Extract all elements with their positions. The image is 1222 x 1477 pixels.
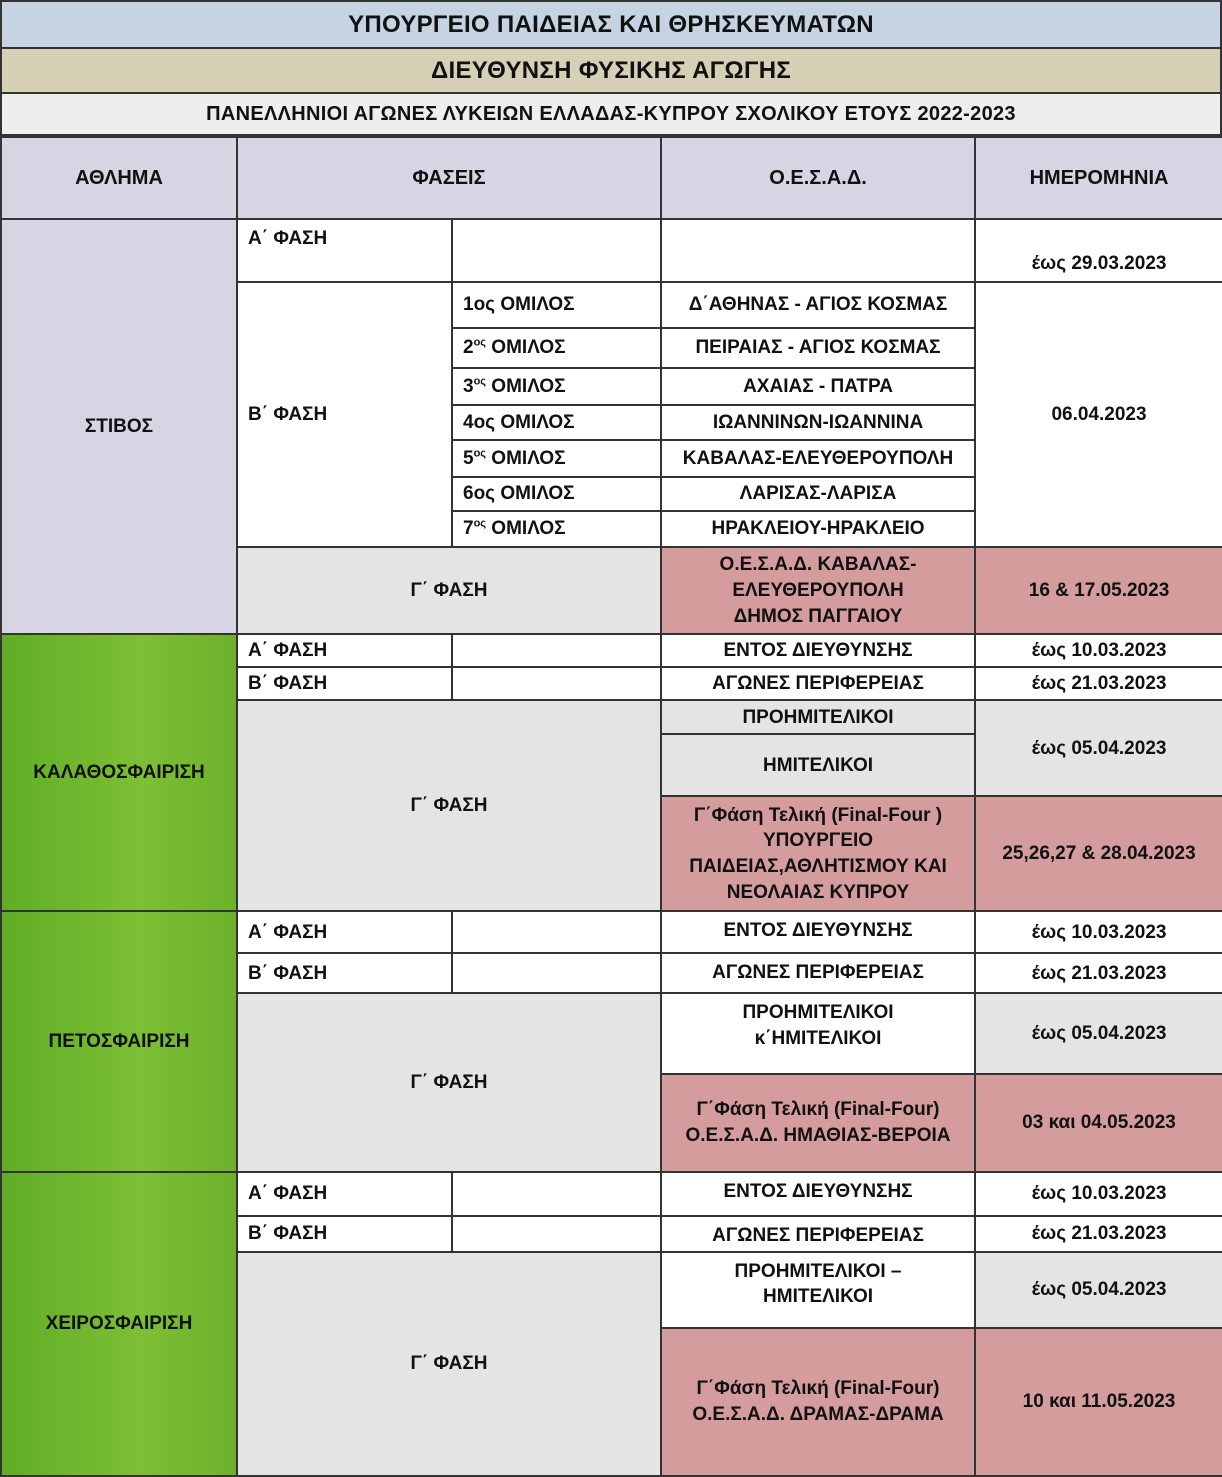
- phase-label: Α΄ ΦΑΣΗ: [237, 1172, 452, 1216]
- venue-cell: ΗΡΑΚΛΕΙΟΥ-ΗΡΑΚΛΕΙΟ: [661, 511, 975, 547]
- venue-cell: ΛΑΡΙΣΑΣ-ΛΑΡΙΣΑ: [661, 477, 975, 511]
- ministry-title: ΥΠΟΥΡΓΕΙΟ ΠΑΙΔΕΙΑΣ ΚΑΙ ΘΡΗΣΚΕΥΜΑΤΩΝ: [0, 0, 1222, 47]
- col-header-phases: ΦΑΣΕΙΣ: [237, 137, 661, 219]
- phase-label: Α΄ ΦΑΣΗ: [237, 219, 452, 282]
- group-label: 6ος ΟΜΙΛΟΣ: [452, 477, 661, 511]
- schedule-table: [0, 136, 1222, 1477]
- venue-cell: ΙΩΑΝΝΙΝΩΝ-ΙΩΑΝΝΙΝΑ: [661, 405, 975, 440]
- group-label: $7^{o\varsigma}$ ΟΜΙΛΟΣ: [452, 511, 661, 547]
- table-row: [1, 1172, 1222, 1216]
- empty-cell: [452, 953, 661, 993]
- venue-cell: ΕΝΤΟΣ ΔΙΕΥΘΥΝΣΗΣ: [661, 911, 975, 953]
- date-cell: έως 21.03.2023: [975, 1216, 1222, 1252]
- venue-cell: ΠΕΙΡΑΙΑΣ - ΑΓΙΟΣ ΚΟΣΜΑΣ: [661, 328, 975, 368]
- date-cell: έως 29.03.2023: [975, 219, 1222, 282]
- venue-cell: ΚΑΒΑΛΑΣ-ΕΛΕΥΘΕΡΟΥΠΟΛΗ: [661, 440, 975, 477]
- table-row: [1, 911, 1222, 953]
- venue-cell: ΠΡΟΗΜΙΤΕΛΙΚΟΙ κ΄ΗΜΙΤΕΛΙΚΟΙ: [661, 993, 975, 1073]
- group-label: $2^{o\varsigma}$ ΟΜΙΛΟΣ: [452, 328, 661, 368]
- group-label: $5^{o\varsigma}$ ΟΜΙΛΟΣ: [452, 440, 661, 477]
- empty-cell: [452, 1172, 661, 1216]
- date-cell: 16 & 17.05.2023: [975, 547, 1222, 634]
- col-header-date: ΗΜΕΡΟΜΗΝΙΑ: [975, 137, 1222, 219]
- event-title: ΠΑΝΕΛΛΗΝΙΟΙ ΑΓΩΝΕΣ ΛΥΚΕΙΩΝ ΕΛΛΑΔΑΣ-ΚΥΠΡΟΥ ΣΧΟΛΙΚΟΥ ΕΤΟΥΣ 2022-2023: [0, 92, 1222, 136]
- date-cell: έως 21.03.2023: [975, 953, 1222, 993]
- col-header-sport: ΑΘΛΗΜΑ: [1, 137, 237, 219]
- empty-cell: [452, 634, 661, 667]
- group-label: 1ος ΟΜΙΛΟΣ: [452, 282, 661, 328]
- date-cell: έως 05.04.2023: [975, 700, 1222, 796]
- table-row: [1, 219, 1222, 282]
- venue-cell: Γ΄Φάση Τελική (Final-Four ) ΥΠΟΥΡΓΕΙΟ ΠΑΙΔΕΙΑΣ,ΑΘΛΗΤΙΣΜΟΥ ΚΑΙ ΝΕΟΛΑΙΑΣ ΚΥΠΡΟΥ: [661, 796, 975, 911]
- col-header-oesad: Ο.Ε.Σ.Α.Δ.: [661, 137, 975, 219]
- venue-cell: ΑΓΩΝΕΣ ΠΕΡΙΦΕΡΕΙΑΣ: [661, 953, 975, 993]
- sport-basketball: ΚΑΛΑΘΟΣΦΑΙΡΙΣΗ: [1, 634, 237, 911]
- venue-cell: Γ΄Φάση Τελική (Final-Four) Ο.Ε.Σ.Α.Δ. ΔΡΑΜΑΣ-ΔΡΑΜΑ: [661, 1328, 975, 1476]
- date-cell: έως 10.03.2023: [975, 634, 1222, 667]
- date-cell: 06.04.2023: [975, 282, 1222, 547]
- venue-cell: ΑΓΩΝΕΣ ΠΕΡΙΦΕΡΕΙΑΣ: [661, 667, 975, 700]
- phase-label: Γ΄ ΦΑΣΗ: [237, 700, 661, 911]
- phase-label: Γ΄ ΦΑΣΗ: [237, 1252, 661, 1476]
- empty-cell: [452, 911, 661, 953]
- venue-cell: ΕΝΤΟΣ ΔΙΕΥΘΥΝΣΗΣ: [661, 1172, 975, 1216]
- venue-cell: ΑΧΑΙΑΣ - ΠΑΤΡΑ: [661, 368, 975, 405]
- date-cell: 03 και 04.05.2023: [975, 1074, 1222, 1172]
- phase-label: Β΄ ΦΑΣΗ: [237, 282, 452, 547]
- date-cell: 10 και 11.05.2023: [975, 1328, 1222, 1476]
- empty-cell: [452, 1216, 661, 1252]
- phase-label: Α΄ ΦΑΣΗ: [237, 634, 452, 667]
- empty-cell: [452, 667, 661, 700]
- sport-handball: ΧΕΙΡΟΣΦΑΙΡΙΣΗ: [1, 1172, 237, 1476]
- venue-cell: ΠΡΟΗΜΙΤΕΛΙΚΟΙ: [661, 700, 975, 734]
- phase-label: Α΄ ΦΑΣΗ: [237, 911, 452, 953]
- group-label: $3^{o\varsigma}$ ΟΜΙΛΟΣ: [452, 368, 661, 405]
- venue-cell: Γ΄Φάση Τελική (Final-Four) Ο.Ε.Σ.Α.Δ. ΗΜΑΘΙΑΣ-ΒΕΡΟΙΑ: [661, 1074, 975, 1172]
- phase-label: Γ΄ ΦΑΣΗ: [237, 993, 661, 1171]
- venue-cell: ΠΡΟΗΜΙΤΕΛΙΚΟΙ – ΗΜΙΤΕΛΙΚΟΙ: [661, 1252, 975, 1328]
- venue-cell: ΕΝΤΟΣ ΔΙΕΥΘΥΝΣΗΣ: [661, 634, 975, 667]
- phase-label: Β΄ ΦΑΣΗ: [237, 1216, 452, 1252]
- venue-cell: ΑΓΩΝΕΣ ΠΕΡΙΦΕΡΕΙΑΣ: [661, 1216, 975, 1252]
- phase-label: Γ΄ ΦΑΣΗ: [237, 547, 661, 634]
- sport-stivos: ΣΤΙΒΟΣ: [1, 219, 237, 634]
- sport-volleyball: ΠΕΤΟΣΦΑΙΡΙΣΗ: [1, 911, 237, 1171]
- venue-cell: Δ΄ΑΘΗΝΑΣ - ΑΓΙΟΣ ΚΟΣΜΑΣ: [661, 282, 975, 328]
- table-header-row: [1, 137, 1222, 219]
- phase-label: Β΄ ΦΑΣΗ: [237, 667, 452, 700]
- date-cell: έως 10.03.2023: [975, 1172, 1222, 1216]
- date-cell: έως 05.04.2023: [975, 1252, 1222, 1328]
- date-cell: έως 10.03.2023: [975, 911, 1222, 953]
- venue-cell: Ο.Ε.Σ.Α.Δ. ΚΑΒΑΛΑΣ- ΕΛΕΥΘΕΡΟΥΠΟΛΗ ΔΗΜΟΣ ΠΑΓΓΑΙΟΥ: [661, 547, 975, 634]
- directorate-title: ΔΙΕΥΘΥΝΣΗ ΦΥΣΙΚΗΣ ΑΓΩΓΗΣ: [0, 47, 1222, 92]
- date-cell: έως 21.03.2023: [975, 667, 1222, 700]
- phase-label: Β΄ ΦΑΣΗ: [237, 953, 452, 993]
- group-label: 4ος ΟΜΙΛΟΣ: [452, 405, 661, 440]
- venue-cell: ΗΜΙΤΕΛΙΚΟΙ: [661, 734, 975, 796]
- empty-cell: [452, 219, 661, 282]
- date-cell: έως 05.04.2023: [975, 993, 1222, 1073]
- date-cell: 25,26,27 & 28.04.2023: [975, 796, 1222, 911]
- empty-cell: [661, 219, 975, 282]
- table-row: [1, 634, 1222, 667]
